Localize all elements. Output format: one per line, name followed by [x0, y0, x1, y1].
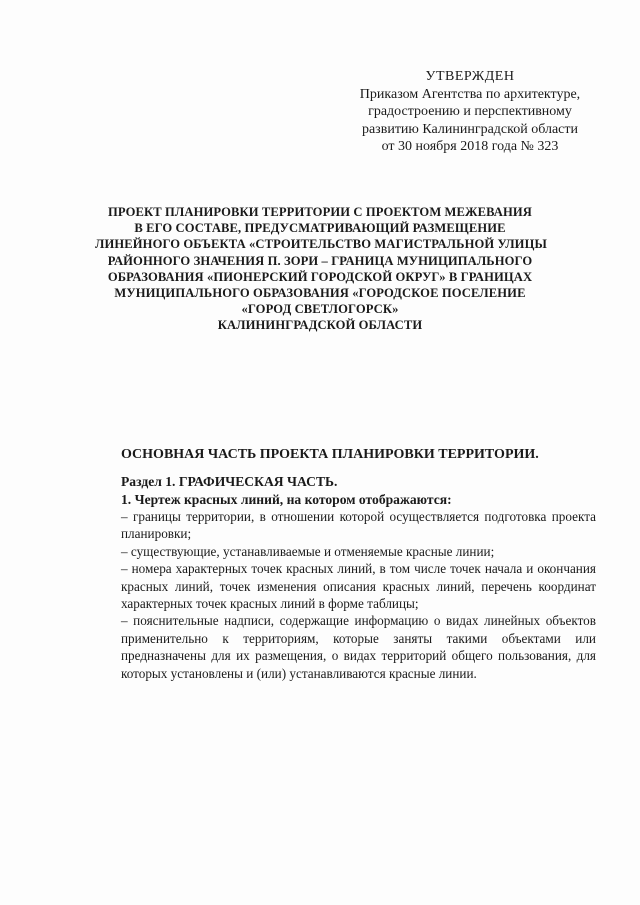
subsection-heading: Раздел 1. ГРАФИЧЕСКАЯ ЧАСТЬ. [121, 474, 338, 489]
document-title [95, 204, 545, 334]
approval-stamp [340, 68, 600, 156]
list-item: – границы территории, в отношении которой осуществляется подготовка проекта планировки; [121, 509, 596, 542]
title-line: «ГОРОД СВЕТЛОГОРСК» [241, 302, 399, 317]
title-line: ОБРАЗОВАНИЯ «ПИОНЕРСКИЙ ГОРОДСКОЙ ОКРУГ» В ГРАНИЦАХ [107, 269, 533, 284]
list-item: – номера характерных точек красных линий, в том числе точек начала и окончания красных линий, точек изменения описания красных линий, перечень координат характерных точек красных линий в форме таблицы; [121, 561, 596, 612]
section-heading: ОСНОВНАЯ ЧАСТЬ ПРОЕКТА ПЛАНИРОВКИ ТЕРРИТОРИИ. [121, 447, 539, 462]
title-line: КАЛИНИНГРАДСКОЙ ОБЛАСТИ [217, 318, 423, 333]
title-line: ЛИНЕЙНОГО ОБЪЕКТА «СТРОИТЕЛЬСТВО МАГИСТРАЛЬНОЙ УЛИЦЫ [95, 237, 547, 252]
list-body [121, 508, 596, 682]
item-heading: 1. Чертеж красных линий, на котором отображаются: [121, 492, 452, 507]
title-line: МУНИЦИПАЛЬНОГО ОБРАЗОВАНИЯ «ГОРОДСКОЕ ПОСЕЛЕНИЕ [114, 286, 526, 301]
approval-heading: УТВЕРЖДЕН [425, 69, 515, 84]
title-line: РАЙОННОГО ЗНАЧЕНИЯ П. ЗОРИ – ГРАНИЦА МУНИЦИПАЛЬНОГО [107, 253, 533, 268]
approval-line: развитию Калининградской области [361, 121, 579, 137]
title-line: ПРОЕКТ ПЛАНИРОВКИ ТЕРРИТОРИИ С ПРОЕКТОМ МЕЖЕВАНИЯ [108, 205, 532, 219]
approval-line: градостроению и перспективному [368, 104, 572, 119]
list-item: – пояснительные надписи, содержащие информацию о видах линейных объектов применительно к территориям, которые заняты такими объектами или предназначены для их размещения, о видах территорий общего пользования, для которых установлены и (или) устанавливаются красные линии. [121, 613, 596, 681]
list-item: – существующие, устанавливаемые и отменяемые красные линии; [121, 543, 495, 559]
approval-line: Приказом Агентства по архитектуре, [359, 86, 581, 102]
title-line: В ЕГО СОСТАВЕ, ПРЕДУСМАТРИВАЮЩИЙ РАЗМЕЩЕНИЕ [134, 221, 506, 236]
approval-date-line: от 30 ноября 2018 года № 323 [381, 139, 559, 154]
